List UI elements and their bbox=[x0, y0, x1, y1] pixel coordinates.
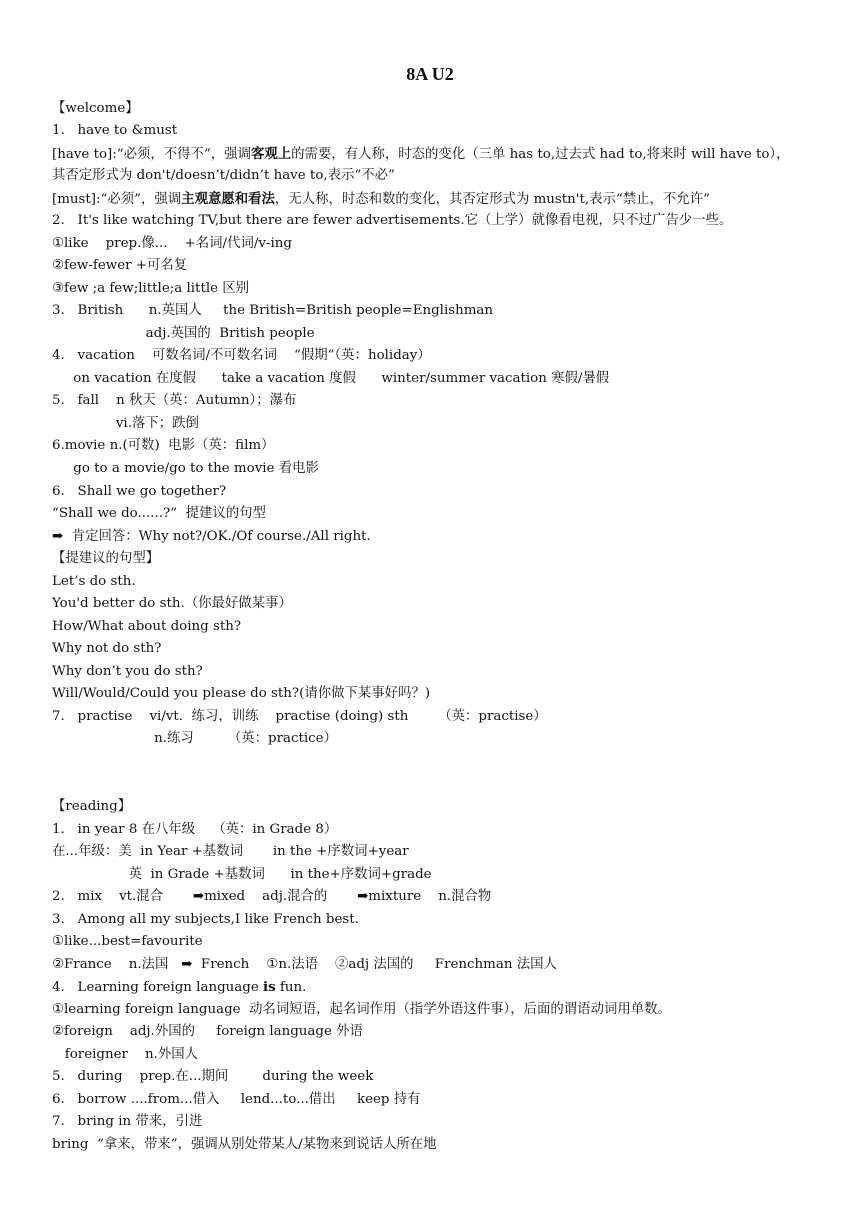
text-segment: Will/Would/Could you please do sth?(请你做下某事好吗？) bbox=[52, 686, 431, 701]
text-line bbox=[52, 481, 226, 503]
text-line bbox=[52, 143, 790, 165]
text-segment: [have to]:“必须，不得不”，强调 bbox=[52, 147, 251, 162]
text-segment: 4. Learning foreign language bbox=[52, 980, 264, 995]
text-segment: ，无人称，时态和数的变化，其否定形式为 mustn't,表示“禁止，不允许” bbox=[274, 192, 710, 207]
text-segment: 2. It's like watching TV,but there are fewer advertisements.它（上学）就像看电视，只不过广告少一些。 bbox=[52, 213, 733, 228]
text-segment: ②foreign adj.外国的 foreign language 外语 bbox=[52, 1024, 363, 1039]
text-line bbox=[52, 255, 187, 277]
text-segment: bring “拿来，带来”，强调从别处带某人/某物来到说话人所在地 bbox=[52, 1137, 437, 1152]
text-line bbox=[52, 120, 177, 142]
text-segment: go to a movie/go to the movie 看电影 bbox=[52, 461, 319, 476]
text-segment: 6. Shall we go together? bbox=[52, 484, 227, 499]
text-segment: 3. Among all my subjects,I like French best. bbox=[52, 912, 359, 927]
text-segment: on vacation 在度假 take a vacation 度假 winter/summer vacation 寒假/暑假 bbox=[52, 371, 610, 386]
text-line bbox=[52, 300, 493, 322]
text-line bbox=[52, 413, 199, 435]
text-line bbox=[52, 165, 395, 187]
text-line bbox=[52, 661, 203, 683]
text-line bbox=[52, 1134, 437, 1156]
text-segment: 2. mix vt.混合 ➡mixed adj.混合的 ➡mixture n.混合物 bbox=[52, 889, 492, 904]
text-segment: 5. during prep.在...期间 during the week bbox=[52, 1069, 374, 1084]
text-line bbox=[52, 390, 296, 412]
text-line bbox=[52, 345, 431, 367]
text-segment: 【reading】 bbox=[52, 799, 132, 814]
text-line bbox=[52, 886, 491, 908]
text-line bbox=[52, 616, 241, 638]
text-line bbox=[52, 706, 547, 728]
text-segment: 7. practise vi/vt. 练习，训练 practise (doing) sth （英：practise） bbox=[52, 709, 547, 724]
text-line bbox=[52, 1089, 421, 1111]
text-segment: 6. borrow ....from...借入 lend...to...借出 keep 持有 bbox=[52, 1092, 421, 1107]
text-line bbox=[52, 233, 292, 255]
text-line bbox=[52, 931, 203, 953]
text-line bbox=[52, 593, 292, 615]
text-segment: 英 in Grade +基数词 in the+序数词+grade bbox=[52, 867, 432, 882]
bold-text: 客观上 bbox=[250, 146, 292, 162]
text-segment: “Shall we do......?” 提建议的句型 bbox=[52, 506, 266, 521]
text-segment: ③few ;a few;little;a little 区别 bbox=[52, 281, 250, 296]
text-segment: adj.英国的 British people bbox=[52, 326, 315, 341]
text-segment: 其否定形式为 don't/doesn’t/didn’t have to,表示“不必” bbox=[52, 168, 395, 183]
text-line bbox=[52, 368, 609, 390]
text-line bbox=[52, 98, 139, 120]
text-line bbox=[52, 819, 337, 841]
text-line bbox=[52, 841, 409, 863]
text-segment: ➡ 肯定回答：Why not?/OK./Of course./All right. bbox=[52, 529, 371, 544]
text-segment: Let’s do sth. bbox=[52, 574, 136, 589]
text-segment: ②France n.法国 ➡ French ①n.法语 ②adj 法国的 Frenchman 法国人 bbox=[52, 957, 557, 972]
text-segment: 5. fall n 秋天（英：Autumn）；瀑布 bbox=[52, 393, 297, 408]
text-segment: 1. have to &must bbox=[52, 123, 178, 138]
text-line bbox=[52, 323, 315, 345]
text-segment: 6.movie n.(可数) 电影（英：film） bbox=[52, 438, 275, 453]
text-segment: ①learning foreign language 动名词短语，起名词作用（指学外语这件事），后面的谓语动词用单数。 bbox=[52, 1002, 671, 1017]
text-line bbox=[52, 999, 671, 1021]
text-segment: ①like prep.像... +名词/代词/v-ing bbox=[52, 236, 292, 251]
text-line bbox=[52, 458, 319, 480]
text-segment: 在...年级：美 in Year +基数词 in the +序数词+year bbox=[52, 844, 409, 859]
text-segment: 3. British n.英国人 the British=British people=Englishman bbox=[52, 303, 494, 318]
text-line bbox=[52, 188, 710, 210]
text-line bbox=[52, 548, 159, 570]
text-line bbox=[52, 683, 430, 705]
text-line bbox=[52, 1111, 202, 1133]
text-segment: 7. bring in 带来，引进 bbox=[52, 1114, 203, 1129]
text-line bbox=[52, 954, 557, 976]
text-line bbox=[52, 435, 274, 457]
text-line bbox=[52, 728, 337, 750]
bold-text: is bbox=[263, 979, 276, 995]
bold-text: 主观意愿和看法 bbox=[181, 191, 275, 207]
text-line bbox=[52, 1021, 363, 1043]
text-segment: ②few-fewer +可名复 bbox=[52, 258, 188, 273]
text-segment: [must]:“必须”，强调 bbox=[52, 192, 182, 207]
text-segment: Why don’t you do sth? bbox=[52, 664, 203, 679]
text-segment: vi.落下；跌倒 bbox=[52, 416, 199, 431]
text-line bbox=[52, 503, 266, 525]
text-line bbox=[52, 571, 136, 593]
text-segment: 的需要，有人称，时态的变化（三单 has to,过去式 had to,将来时 will have to）， bbox=[291, 147, 790, 162]
text-line bbox=[52, 864, 432, 886]
text-line bbox=[52, 638, 161, 660]
page-title: 8A U2 bbox=[406, 64, 454, 84]
text-line bbox=[52, 909, 359, 931]
text-segment: Why not do sth? bbox=[52, 641, 162, 656]
text-line bbox=[52, 976, 306, 998]
text-line bbox=[52, 1044, 198, 1066]
text-segment: 1. in year 8 在八年级 （英：in Grade 8） bbox=[52, 822, 338, 837]
text-segment: n.练习 （英：practice） bbox=[52, 731, 337, 746]
text-segment: You'd better do sth.（你最好做某事） bbox=[52, 596, 292, 611]
text-line bbox=[52, 210, 732, 232]
text-segment: 【提建议的句型】 bbox=[52, 551, 160, 566]
text-segment: foreigner n.外国人 bbox=[52, 1047, 198, 1062]
text-segment: fun. bbox=[275, 980, 307, 995]
text-line bbox=[52, 1066, 373, 1088]
text-segment: 4. vacation 可数名词/不可数名词 “假期”（英：holiday） bbox=[52, 348, 431, 363]
text-segment: 【welcome】 bbox=[52, 101, 139, 116]
text-line bbox=[52, 796, 131, 818]
text-line bbox=[52, 278, 249, 300]
text-line bbox=[52, 526, 371, 548]
text-segment: ①like...best=favourite bbox=[52, 934, 203, 949]
text-segment: How/What about doing sth? bbox=[52, 619, 242, 634]
